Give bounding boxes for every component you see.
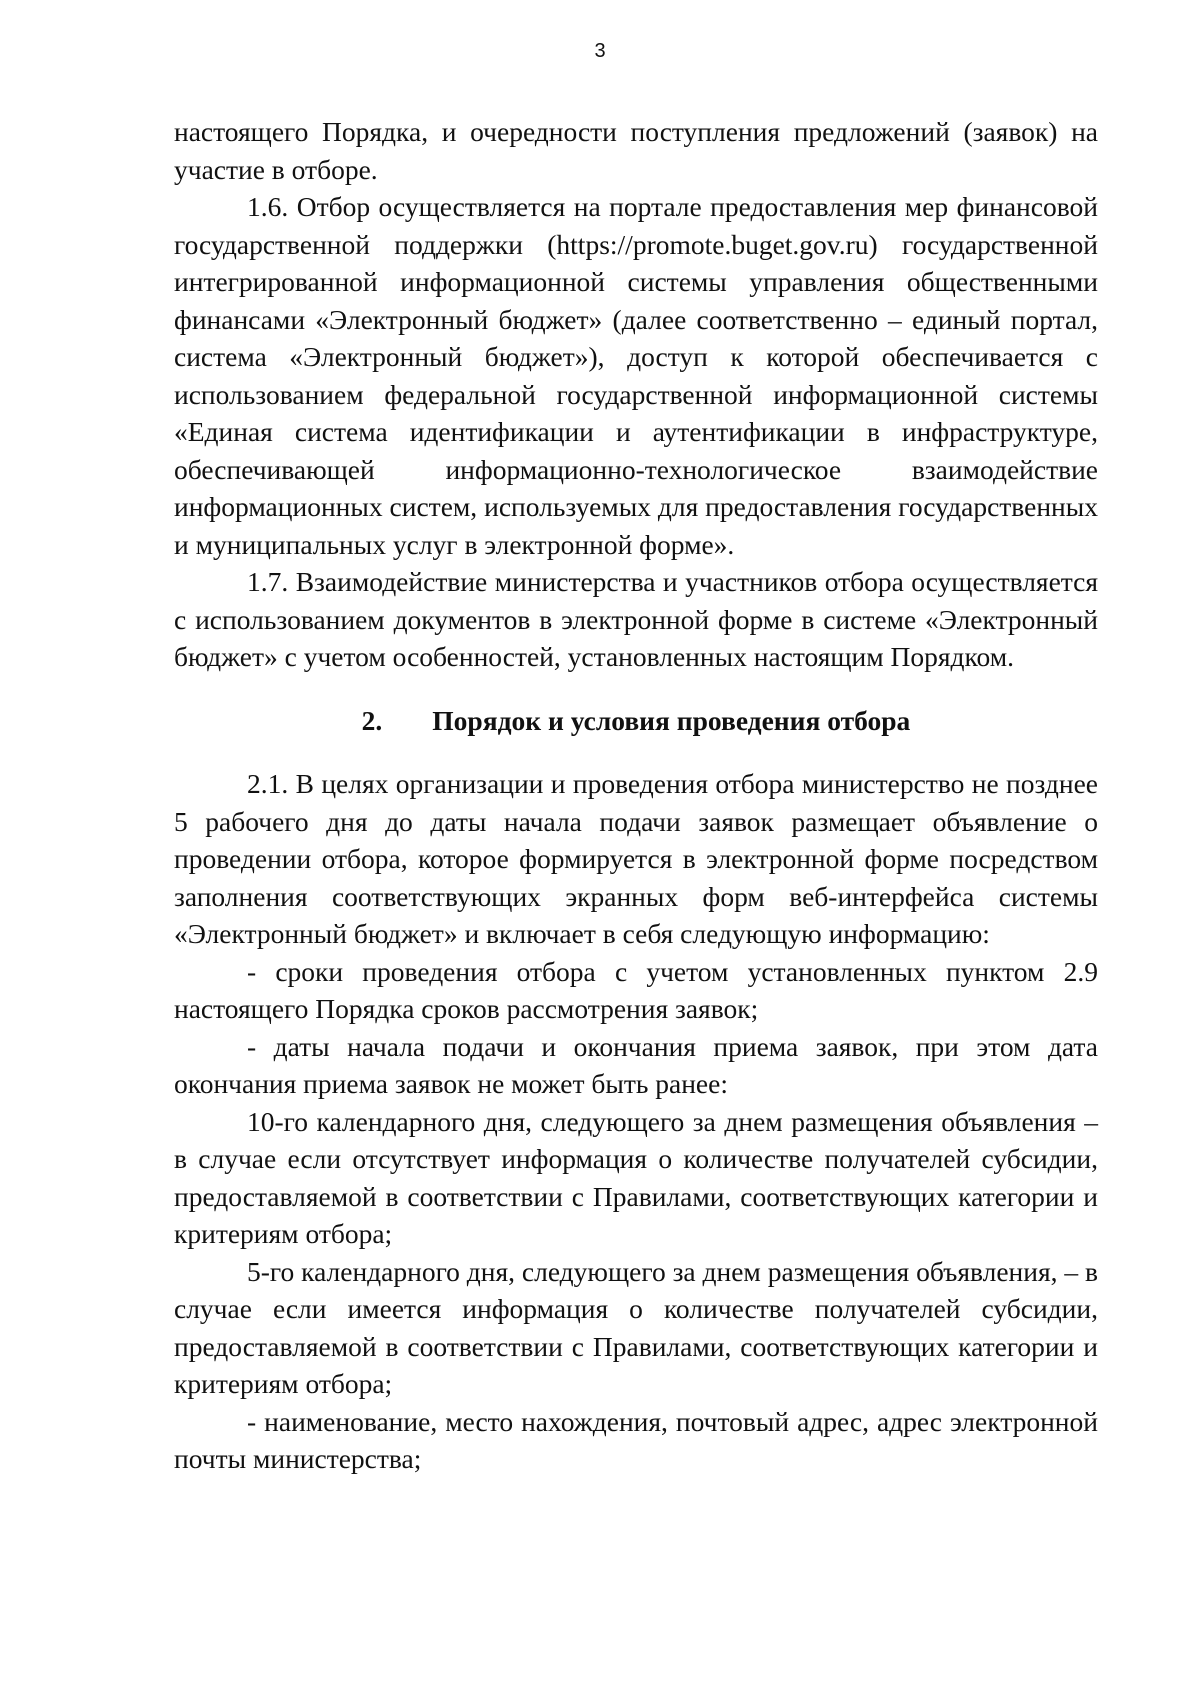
paragraphs-before-heading <box>174 113 1098 676</box>
section-title: Порядок и условия проведения отбора <box>432 704 911 736</box>
paragraph: 2.1. В целях организации и проведения отбора министерство не позднее 5 рабочего дня до даты начала подачи заявок размещает объявление о проведении отбора, которое формируется в электронной форме посредством заполнения соответствующих экранных форм веб-интерфейса системы «Электронный бюджет» и включает в себя следующую информацию: <box>174 768 1098 949</box>
page-number: 3 <box>594 40 606 62</box>
paragraph: - даты начала подачи и окончания приема заявок, при этом дата окончания приема заявок не может быть ранее: <box>174 1030 1098 1099</box>
section-heading <box>174 702 1098 740</box>
paragraph: 10-го календарного дня, следующего за днем размещения объявления – в случае если отсутствует информация о количестве получателей субсидии, предоставляемой в соответствии с Правилами, соответствующих категории и критериям отбора; <box>174 1105 1098 1249</box>
paragraphs-after-heading <box>174 765 1098 1478</box>
paragraph: 1.6. Отбор осуществляется на портале предоставления мер финансовой государственной поддержки (https://promote.buget.gov.ru) государственной интегрированной информационной системы управления общественными финансами «Электронный бюджет» (далее соответственно – единый портал, система «Электронный бюджет»), доступ к которой обеспечивается с использованием федеральной государственной информационной системы «Единая система идентификации и аутентификации в инфраструктуре, обеспечивающей информационно-технологическое взаимодействие информационных систем, используемых для предоставления государственных и муниципальных услуг в электронной форме». <box>174 191 1098 560</box>
paragraph: - наименование, место нахождения, почтовый адрес, адрес электронной почты министерства; <box>174 1405 1098 1474</box>
paragraph: - сроки проведения отбора с учетом установленных пунктом 2.9 настоящего Порядка сроков рассмотрения заявок; <box>174 955 1098 1024</box>
document-body <box>174 113 1098 1478</box>
paragraph: 5-го календарного дня, следующего за днем размещения объявления, – в случае если имеется информация о количестве получателей субсидии, предоставляемой в соответствии с Правилами, соответствующих категории и критериям отбора; <box>174 1255 1098 1399</box>
section-number: 2. <box>361 704 383 736</box>
paragraph: 1.7. Взаимодействие министерства и участников отбора осуществляется с использованием документов в электронной форме в системе «Электронный бюджет» с учетом особенностей, установленных настоящим Порядком. <box>174 566 1098 672</box>
paragraph: настоящего Порядка, и очередности поступления предложений (заявок) на участие в отборе. <box>174 116 1098 185</box>
